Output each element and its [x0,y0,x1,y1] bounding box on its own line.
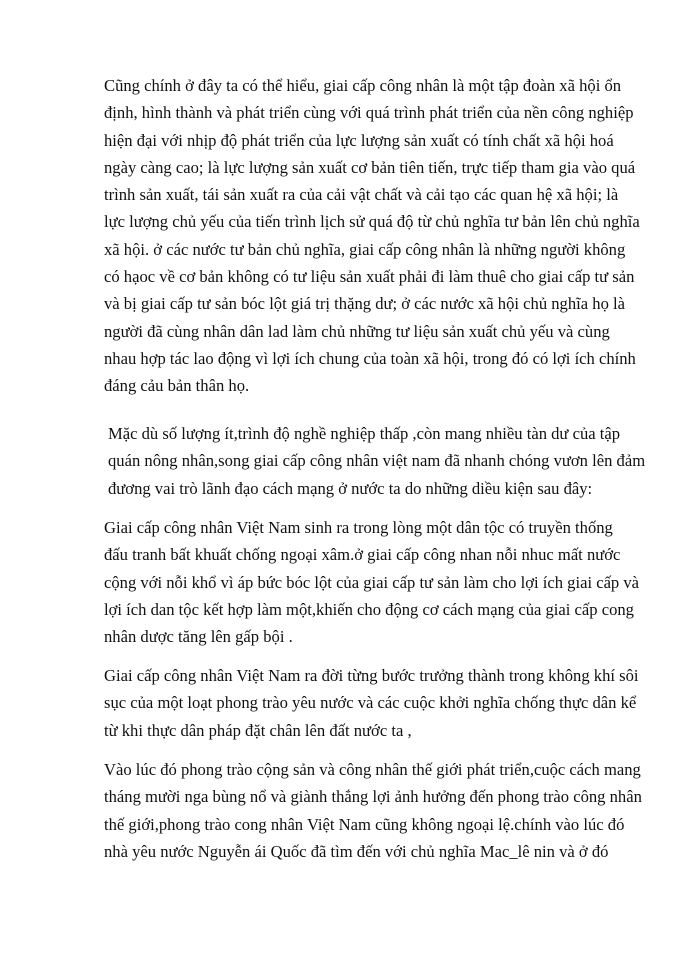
text-line: có hạoc về cơ bản không có tư liệu sản xuất phải đi làm thuê cho giai cấp tư sản [104,267,635,287]
text-line: trình sản xuất, tái sản xuất ra của cải vật chất và cải tạo các quan hệ xã hội; là [104,185,619,205]
text-line: xã hội. ở các nước tư bản chủ nghĩa, giai cấp công nhân là những người không [104,239,626,259]
text-line: lợi ích dan tộc kết hợp làm một,khiến cho động cơ cách mạng của giai cấp cong [104,599,634,619]
text-line: và bị giai cấp tư sản bóc lột giá trị thặng dư; ở các nước xã hội chủ nghĩa họ là [104,294,625,314]
text-line: Vào lúc đó phong trào cộng sản và công nhân thế giới phát triển,cuộc cách mang [104,760,641,779]
text-line: ngày càng cao; là lực lượng sản xuất cơ bản tiên tiến, trực tiếp tham gia vào quá [104,157,636,177]
text-line: tháng mười nga bùng nổ và giành thắng lợi ảnh hưởng đến phong trào công nhân [104,787,642,807]
text-line: lực lượng chủ yếu của tiến trình lịch sử quá độ từ chủ nghĩa tư bản lên chủ nghĩa [104,212,640,232]
text-line: Giai cấp công nhân Việt Nam ra đời từng bước trưởng thành trong không khí sôi [104,666,639,685]
text-line: đấu tranh bất khuất chống ngoại xâm.ở giai cấp công nhan nỗi nhuc mất nước [104,545,621,565]
text-line: Mặc dù số lượng ít,trình độ nghề nghiệp thấp ,còn mang nhiều tàn dư của tập [108,424,621,443]
text-line: cộng với nỗi khổ vì áp bức bóc lột của giai cấp tư sản làm cho lợi ích giai cấp và [104,572,640,592]
paragraph-vietnam-leadership [108,420,645,502]
text-line: từ khi thực dân pháp đặt chân lên đất nước ta , [104,720,412,740]
text-line: sục của một loạt phong trào yêu nước và các cuộc khởi nghĩa chống thực dân kể [104,693,637,713]
text-line: nhau hợp tác lao động vì lợi ích chung của toàn xã hội, trong đó có lợi ích chính [104,348,636,368]
paragraph-world-movement [104,756,642,865]
text-line: định, hình thành và phát triển cùng với quá trình phát triển của nền công nghiệp [104,103,634,123]
text-line: quán nông nhân,song giai cấp công nhân việt nam đã nhanh chóng vươn lên đảm [108,451,646,471]
text-line: hiện đại với nhịp độ phát triển của lực lượng sản xuất có tính chất xã hội hoá [104,130,614,150]
text-line: thế giới,phong trào cong nhân Việt Nam cũng không ngoại lệ.chính vào lúc đó [104,814,625,834]
paragraph-patriotic-movements [104,662,639,744]
text-line: đáng cảu bản thân họ. [104,376,250,396]
text-line: Cũng chính ở đây ta có thể hiểu, giai cấp công nhân là một tập đoàn xã hội ổn [104,76,622,95]
text-line: Giai cấp công nhân Việt Nam sinh ra trong lòng một dân tộc có truyền thống [104,518,613,537]
text-line: người đã cùng nhân dân lad làm chủ những tư liệu sản xuất chủ yếu và cùng [104,321,610,341]
text-line: nhà yêu nước Nguyễn ái Quốc đã tìm đến với chủ nghĩa Mac_lê nin và ở đó [104,841,609,861]
text-line: nhân dược tăng lên gấp bội . [104,627,293,647]
text-line: đương vai trò lãnh đạo cách mạng ở nước ta do những diều kiện sau đây: [108,478,593,498]
paragraph-national-tradition [104,514,639,650]
paragraph-working-class-definition [104,72,640,400]
